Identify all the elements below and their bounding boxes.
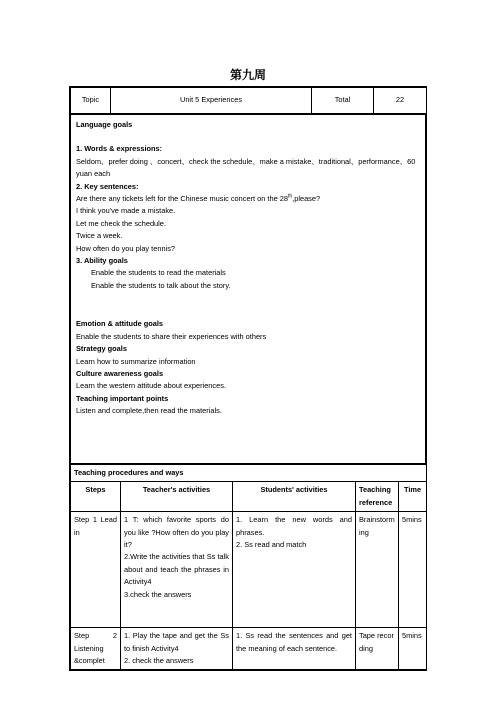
key-sentence-1-sup: th	[287, 193, 293, 200]
procedures-table	[70, 464, 427, 670]
row2-students: 1. Ss read the sentences and get the meaning of each sentence.	[233, 628, 356, 670]
emotion-goals-text: Enable the students to share their experiences with others	[76, 331, 267, 341]
row2-teacher: 1. Play the tape and get the Ss to finish Activity4 2. check the answers	[121, 628, 233, 670]
key-sentence-4: Twice a week.	[76, 231, 123, 241]
col-teacher: Teacher's activities	[121, 482, 233, 512]
language-goals-heading: Language goals	[76, 120, 133, 129]
important-points-title: Teaching important points	[76, 393, 169, 403]
culture-goals-text: Learn the western attitude about experiences.	[76, 381, 226, 391]
goals-table	[70, 114, 426, 464]
col-students: Students' activities	[233, 482, 356, 512]
key-sentence-5: How often do you play tennis?	[76, 243, 176, 253]
page-title: 第九周	[229, 68, 266, 82]
emotion-goals-title: Emotion & attitude goals	[76, 319, 164, 329]
row2-time: 5mins	[399, 628, 427, 670]
total-label: Total	[312, 88, 374, 114]
strategy-goals-title: Strategy goals	[76, 344, 127, 354]
row2-step: Step 2 Listening &complet	[71, 628, 121, 670]
row1-reference: Brainstorming	[356, 512, 399, 628]
row2-reference: Tape recording	[356, 628, 399, 670]
key-sentences-title: 2. Key sentences:	[76, 181, 139, 191]
key-sentence-1-text: Are there any tickets left for the Chinese music concert on the 28	[76, 194, 288, 204]
total-value: 22	[374, 88, 427, 114]
key-sentence-3: Let me check the schedule.	[76, 218, 166, 228]
strategy-goals-text: Learn how to summarize information	[76, 356, 196, 366]
procedures-heading: Teaching procedures and ways	[71, 465, 427, 482]
ability-goals-title: 3. Ability goals	[76, 256, 128, 266]
lesson-plan-table	[69, 86, 427, 671]
ability-goal-2: Enable the students to talk about the story.	[91, 280, 231, 290]
row1-time: 5mins	[399, 512, 427, 628]
words-expressions-title: 1. Words & expressions:	[76, 144, 163, 154]
topic-label: Topic	[71, 88, 111, 114]
col-steps: Steps	[71, 482, 121, 512]
col-reference: Teaching reference	[356, 482, 399, 512]
row1-teacher: 1 T: which favorite sports do you like ?How often do you play it? 2.Write the activities that Ss talk about and teach the phrases in Activity4 3.check the answers	[121, 512, 233, 628]
row1-students: 1. Learn the new words and phrases. 2. Ss read and match	[233, 512, 356, 628]
ability-goal-1: Enable the students to read the materials	[91, 268, 226, 278]
words-expressions-text: Seldom、prefer doing 、concert、check the schedule、make a mistake、traditional、performance、60 yuan each	[76, 156, 416, 179]
topic-value: Unit 5 Experiences	[111, 88, 312, 114]
culture-goals-title: Culture awareness goals	[76, 368, 164, 378]
key-sentence-1	[76, 193, 420, 205]
key-sentence-1-tail: ,please?	[292, 194, 321, 204]
row1-step: Step 1 Lead in	[71, 512, 121, 628]
col-time: Time	[399, 482, 427, 512]
important-points-text: Listen and complete,then read the materials.	[76, 406, 222, 416]
goals-cell	[71, 115, 426, 464]
key-sentence-2: I think you've made a mistake.	[76, 206, 176, 216]
header-table	[70, 87, 427, 114]
